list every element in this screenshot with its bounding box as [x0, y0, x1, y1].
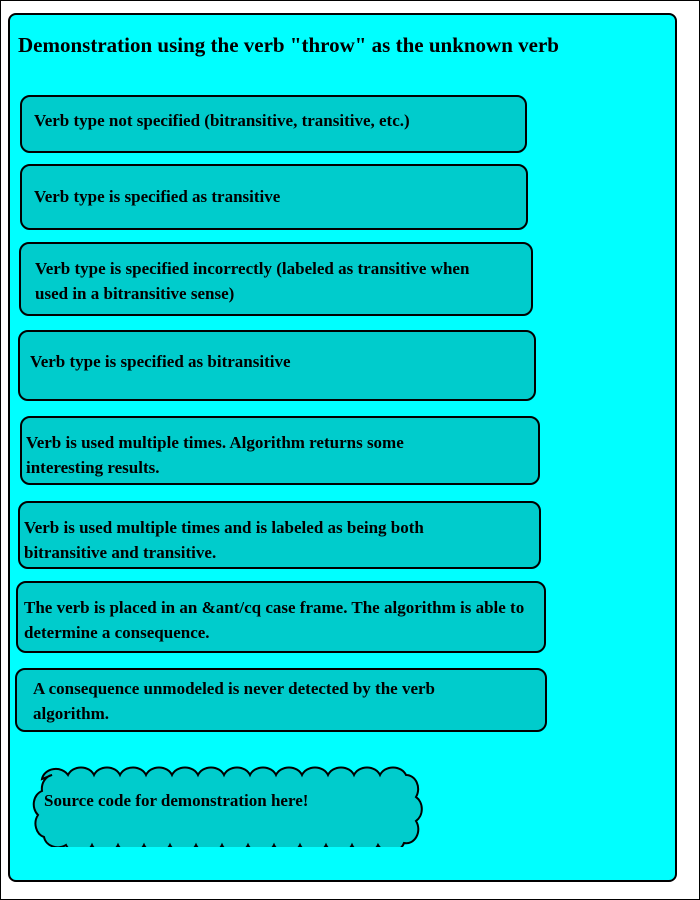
- demo-link-label: Verb type is specified incorrectly (labeled as transitive when used in a bitransitive sense): [35, 259, 470, 303]
- demo-link-specified-transitive[interactable]: [20, 164, 528, 230]
- demo-link-label: The verb is placed in an &ant/cq case frame. The algorithm is able to determine a consequence.: [24, 598, 525, 642]
- demo-link-label: A consequence unmodeled is never detected by the verb algorithm.: [33, 679, 435, 723]
- demo-link-verb-type-not-specified[interactable]: [20, 95, 527, 153]
- demo-link-label: Verb is used multiple times. Algorithm returns some interesting results.: [26, 433, 404, 477]
- demo-link-label: Verb is used multiple times and is labeled as being both bitransitive and transitive.: [24, 518, 424, 562]
- source-code-link-label: Source code for demonstration here!: [44, 791, 309, 810]
- demo-link-label: Verb type is specified as bitransitive: [30, 352, 291, 371]
- demo-link-multiple-both-labels[interactable]: [18, 501, 541, 569]
- source-code-link[interactable]: [20, 765, 424, 847]
- demo-link-label: Verb type not specified (bitransitive, transitive, etc.): [34, 111, 410, 130]
- demo-link-consequence-unmodeled[interactable]: [15, 668, 547, 732]
- demo-link-used-multiple-times[interactable]: [20, 416, 540, 485]
- demo-link-specified-incorrectly[interactable]: [19, 242, 533, 316]
- demo-link-specified-bitransitive[interactable]: [18, 330, 536, 401]
- page-title: Demonstration using the verb "throw" as the unknown verb: [18, 33, 559, 57]
- demo-link-label: Verb type is specified as transitive: [34, 187, 281, 206]
- demo-link-ant-cq-case-frame[interactable]: [16, 581, 546, 653]
